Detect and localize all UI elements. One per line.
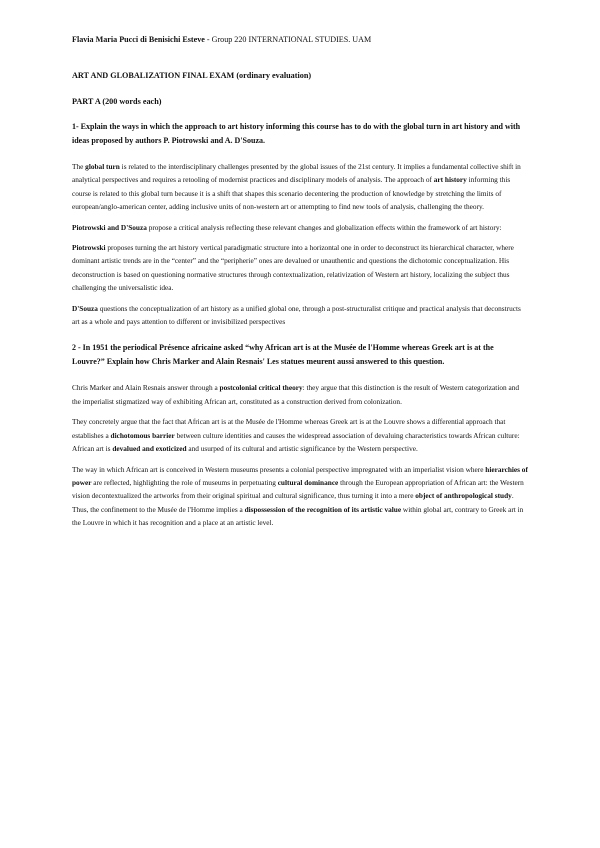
page-header [72,34,528,45]
question-1: 1- Explain the ways in which the approach to art history informing this course has to do with the global turn in art history and with ideas proposed by authors P. Piotrowski and A. D'Souza. [72,122,521,145]
text-run: The way in which African art is conceived in Western museums presents a colonial perspective impregnated with an imperialist vision where [72,464,486,474]
q1-paragraph-4 [72,302,528,329]
document-page [72,34,528,530]
bold-term: dichotomous barrier [110,430,175,440]
bold-term: postcolonial critical theory [219,383,303,393]
q1-paragraph-3 [72,241,528,295]
q1-paragraph-2 [72,221,528,234]
part-a-heading: PART A (200 words each) [72,97,162,106]
text-run: . Thus, the confinement to the Musée de l'Homme implies a [72,491,514,514]
text-run: is related to the interdisciplinary challenges presented by the global issues of the 21st century. It implies a fundamental collective shift in analytical perspectives and requires a retooling of modernist practices and disciplinary models of analysis. The approach of [72,162,521,185]
header-author: Flavia Maria Pucci di Benisichi Esteve [72,35,205,44]
q1-paragraph-1 [72,160,528,214]
text-run: within global art, contrary to Greek art in the Louvre in which it has recognition and a place at an artistic level. [72,504,524,528]
text-run: informing this course is related to this global turn because it is a shift that shapes this scenario decentering the production of knowledge by stretching the limits of european/anglo-american center, adding inclusive units of non-western art or attempting to find new tools of analysis, challenging the theory. [72,175,511,212]
bold-term: global turn [85,162,120,171]
text-run: They concretely argue that the fact that African art is at the Musée de l'Homme whereas Greek art is at the Louvre shows a differential approach that establishes a [72,417,506,440]
text-run: and usurped of its cultural and artistic significance by the Western perspective. [186,444,418,454]
bold-term: D'Souza [72,303,98,313]
text-run: between culture identities and causes the widespread association of devaluing characteristics towards African culture: African art is [72,430,520,454]
bold-term: hierarchies of power [72,464,528,487]
text-run: are reflected, highlighting the role of museums in perpetuating [91,477,278,487]
bold-term: cultural dominance [277,477,339,487]
bold-term: Piotrowski and D'Souza [72,222,147,232]
q2-paragraph-2 [72,415,528,455]
text-run: Chris Marker and Alain Resnais answer through a [72,383,220,393]
bold-term: devalued and exoticized [112,444,187,454]
bold-term: Piotrowski [72,243,106,253]
bold-term: dispossession of the recognition of its artistic value [244,504,402,514]
q2-paragraph-3 [72,463,528,530]
text-run: proposes turning the art history vertical paradigmatic structure into a horizontal one in order to deconstruct its hierarchical character, where dominant artistic trends are in the “center” and the “peripherie” ones are devalued or unauthentic and questions the dichotomic conceptualization. His deconstruction is based on questioning normative structures through contextualization, relativization of Western art history, localizing the subject thus challenging the universalistic idea. [72,243,514,293]
bold-term: art history [433,175,467,185]
question-2: 2 - In 1951 the periodical Présence africaine asked “why African art is at the Musée de l'Homme whereas Greek art is at the Louvre?” Explain how Chris Marker and Alain Resnais' Les statues meurent aussi answered to this question. [72,343,494,366]
text-run: The [72,162,86,171]
header-group: - Group 220 INTERNATIONAL STUDIES. UAM [204,35,372,44]
text-run: propose a critical analysis reflecting these relevant changes and globalization effects within the framework of art history: [146,222,502,232]
text-run: questions the conceptualization of art history as a unified global one, through a post-structuralist critique and practical analysis that deconstructs art as a whole and pays attention to different or invisibilized perspectives [72,303,521,327]
q2-paragraph-1 [72,381,528,408]
text-run: through the European appropriation of African art: the Western vision decontextualized the artworks from their original spiritual and cultural significance, thus turning it into a mere [72,477,524,501]
exam-title: ART AND GLOBALIZATION FINAL EXAM (ordinary evaluation) [72,71,312,80]
text-run: : they argue that this distinction is the result of Western categorization and the imperialist stigmatized way of exhibiting African art, constituted as a construction derived from colonization. [72,383,519,406]
bold-term: object of anthropological study [415,491,512,501]
